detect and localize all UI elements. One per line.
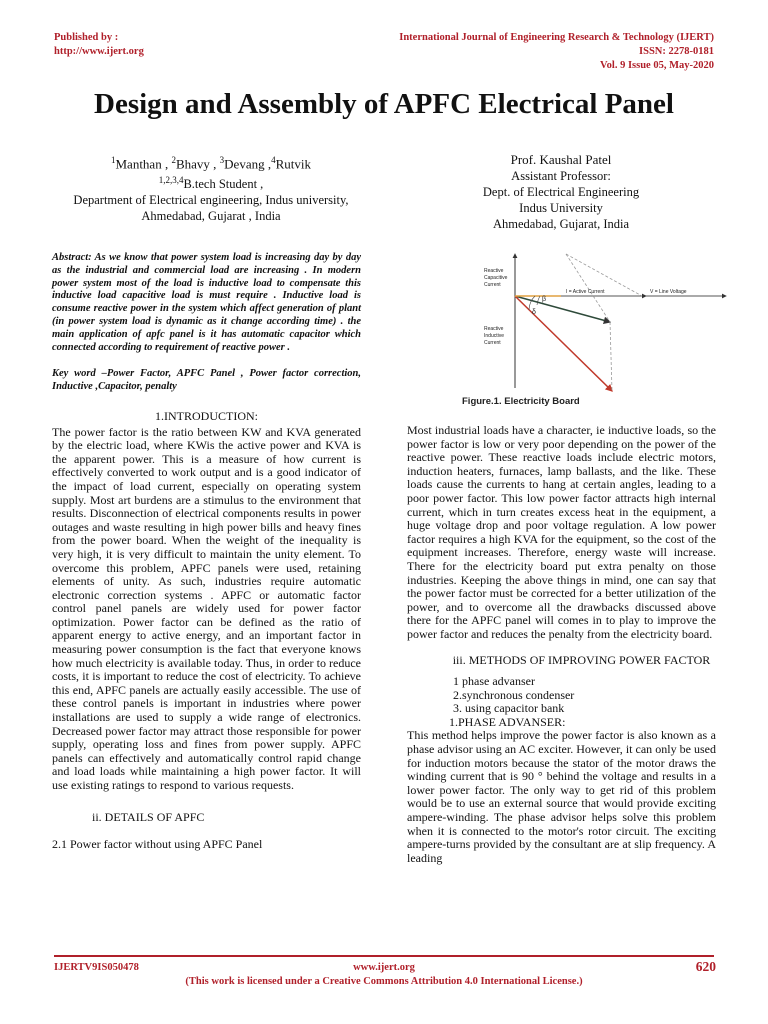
- method-item-1: 1 phase advanser: [453, 674, 535, 689]
- label-cap-1: Reactive: [484, 268, 504, 274]
- label-ind-1: Reactive: [484, 326, 504, 332]
- label-cap-3: Current: [484, 282, 501, 288]
- author-place: Ahmedabad, Gujarat , India: [141, 209, 281, 224]
- label-beta: β: [542, 296, 547, 303]
- journal-volume: Vol. 9 Issue 05, May-2020: [600, 60, 714, 71]
- author-names: $^1$Manthan , $^2$Bhavy , $^3$Devang ,$^4$Rutvik: [110, 155, 311, 172]
- intro-heading: 1.INTRODUCTION:: [155, 408, 258, 423]
- method-item-2: 2.synchronous condenser: [453, 687, 575, 702]
- header-left: [54, 31, 144, 59]
- abstract: Abstract: As we know that power system load is increasing day by day as the industrial and commercial load are increasing . In modern power system most of the load is inductive load to compensate this inductive load capacitive load is must require . Inductive load is consume reactive power in the system which affect generation of plant (in power system load is dynamic as it change according time) . the main application of apfc panel is it has automatic capacitor which connected according to requirement of reactive power .: [52, 252, 361, 353]
- label-ind-2: Inductive: [484, 333, 505, 339]
- author-dept: Department of Electrical engineering, Indus university,: [73, 193, 349, 208]
- left-column: [52, 252, 361, 852]
- right-column: [407, 424, 716, 865]
- inductive-phasor: [515, 296, 612, 391]
- details-heading: ii. DETAILS OF APFC: [92, 809, 205, 824]
- footer-rule: [54, 955, 714, 957]
- journal-url-link[interactable]: http://www.ijert.org: [54, 46, 144, 57]
- details-subheading: 2.1 Power factor without using APFC Panel: [52, 837, 263, 852]
- phase-advanser-body: This method helps improve the power factor is also known as a phase advisor using an AC exciter. However, it can only be used for induction motors because the stator of the motor draws the winding current that is 90 ° behind the voltage and results in a lower power factor. The only way to get rid of this problem would be to use an external source that would provide exciting ampere-winding. The phase advisor helps solve this problem when it is connected to the motor's rotor circuit. The exciting ampere-turns provided by the consultant are at slip frequency. A leading: [407, 728, 716, 865]
- published-by: Published by :: [54, 32, 119, 43]
- power-factor-phasor-diagram: [482, 248, 730, 413]
- methods-heading: iii. METHODS OF IMPROVING POWER FACTOR: [452, 652, 711, 667]
- header-right: [399, 31, 714, 73]
- delta-arc: [529, 296, 535, 310]
- right-paragraph: Most industrial loads have a character, ie inductive loads, so the power factor is low or very poor depending on the power of the reactive power. These reactive loads include electric motors, induction heaters, furnaces, lamp ballasts, and the like. These loads cause the currents to hang at certain angles, leading to a poor power factor. This low power factor attracts high internal current, which in turn creates excess heat in the equipment, a huge voltage drop and poor voltage regulation. A low power factor requires a high KVA for the equipment, so the cost of the equipment increases. Therefore, energy waste will increase. There for the electricity board put extra penalty on those industries. Keeping the above things in mind, one can say that the power factor must be corrected for a better utilization of the power, and to overcome all the drawbacks discussed above there for the APFC panel will comes in to play to improve the power factor and reduces the penalty from the electricity board.: [407, 423, 716, 641]
- author-block-right: [408, 152, 714, 232]
- journal-name: International Journal of Engineering Research & Technology (IJERT): [399, 32, 714, 43]
- license-note: (This work is licensed under a Creative Commons Attribution 4.0 International License.): [185, 976, 583, 987]
- author-block-left: [54, 152, 368, 224]
- supervisor-dept: Dept. of Electrical Engineering: [482, 185, 640, 199]
- author-role: $^{1,2,3,4}$B.tech Student ,: [158, 175, 264, 192]
- keywords: Key word –Power Factor, APFC Panel , Power factor correction, Inductive ,Capacitor, penalty: [52, 368, 361, 393]
- footer-url-link[interactable]: www.ijert.org: [353, 962, 415, 973]
- label-active-current: I = Active Current: [566, 289, 605, 295]
- label-delta: δ: [532, 309, 536, 316]
- method-item-3: 3. using capacitor bank: [453, 701, 565, 716]
- paper-code: IJERTV9IS050478: [54, 962, 139, 973]
- beta-arc: [537, 296, 540, 305]
- supervisor-name: Prof. Kaushal Patel: [510, 152, 612, 167]
- label-line-voltage: V = Line Voltage: [650, 289, 687, 295]
- intro-body: The power factor is the ratio between KW and KVA generated by the electric load, where KWis the active power and KVA is the apparent power. This is a measure of how current is effectively converted to work output and is a good indicator of the impact of load current, especially on operating system supply. Most art burdens are a stimulus to the environment that results. Disconnection of electrical components results in power outages and waste resulting in high power bills and heavy fines from the power board. When the weight of the inequality is very high, it is very difficult to maintain the unity element. To overcome this problem, APFC panels were used, retaining elements of unity. As such, industries require automatic electronic correction systems . APFC or automatic factor control panel panels are widely used for power factor optimization. Power factor can be defined as the ratio of apparent energy to active energy, and an important factor in measuring power consumption is the fact that everyone knows how much electricity is available today. Thus, in order to reduce costs, it is important to reduce the cost of electricity. To achieve this end, APFC panels are actually easily accessible. The use of these control panels is important in industries where power installations are used to supply a wide range of electronics. Decreased power factor may attract those responsible for power supply, operating loss and fines from power supply. APFC panels can effectively and automatically control rapid change and load loads while maintaining a high power factor. It will use existing ratings to respond to various requests.: [52, 424, 361, 792]
- phase-advanser-heading: 1.PHASE ADVANSER:: [449, 714, 566, 729]
- supervisor-place: Ahmedabad, Gujarat, India: [492, 217, 630, 231]
- paper-title: Design and Assembly of APFC Electrical Panel: [94, 88, 674, 120]
- figure-caption: Figure.1. Electricity Board: [462, 396, 580, 407]
- dashed-line-c: [610, 322, 612, 391]
- label-cap-2: Capacitive: [484, 275, 508, 281]
- supervisor-univ: Indus University: [519, 201, 603, 215]
- page-number: 620: [695, 959, 716, 974]
- journal-issn: ISSN: 2278-0181: [639, 46, 714, 57]
- supervisor-role: Assistant Professor:: [511, 169, 611, 183]
- label-ind-3: Current: [484, 340, 501, 346]
